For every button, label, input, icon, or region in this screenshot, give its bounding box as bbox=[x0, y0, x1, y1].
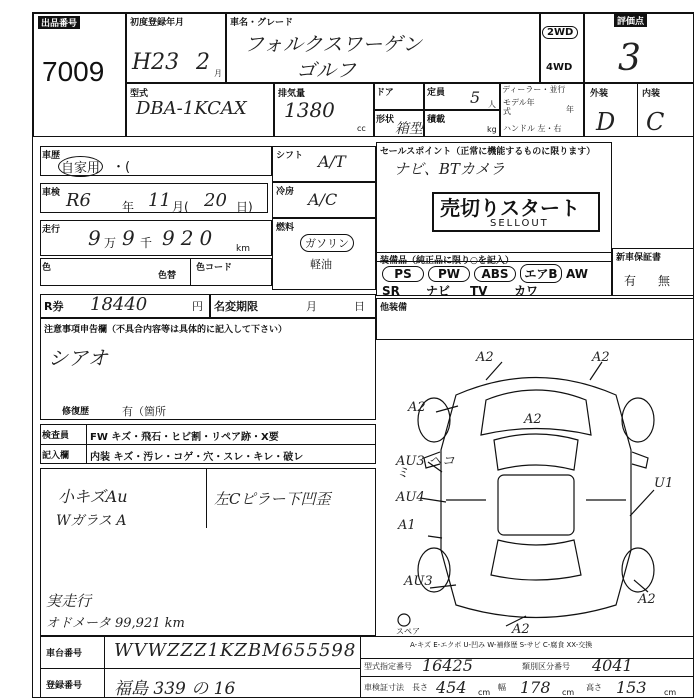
legend-item: ・スレ bbox=[213, 452, 244, 463]
legend-item: ・キレ bbox=[243, 452, 274, 463]
damage-mark: A2 bbox=[524, 412, 542, 427]
sellout-en: SELLOUT bbox=[490, 218, 549, 229]
month-unit: 月 bbox=[214, 69, 222, 78]
wheel-front-right bbox=[622, 398, 654, 442]
equipment-item: PS bbox=[382, 266, 424, 282]
shape-value: 箱型 bbox=[395, 121, 423, 137]
equipment-item: PW bbox=[428, 266, 470, 282]
model-year-label: モデル年式 bbox=[503, 98, 535, 116]
shaken-label: 車検 bbox=[42, 188, 61, 198]
memo-3: 左Cピラー下凹歪 bbox=[214, 490, 331, 508]
kg-unit: kg bbox=[487, 125, 497, 134]
memo-2: Wガラス A bbox=[56, 513, 127, 529]
width-value: 178 bbox=[520, 678, 551, 697]
equipment-item: SR bbox=[382, 284, 400, 298]
displacement-value: 1380 bbox=[284, 98, 335, 122]
capacity-label: 定員 bbox=[427, 88, 446, 98]
year-unit: 年 bbox=[566, 105, 574, 114]
damage-mark: A2 bbox=[592, 350, 610, 365]
legend-item: ・飛石 bbox=[131, 432, 162, 443]
width-unit: cm bbox=[562, 688, 575, 697]
drive-4wd: 4WD bbox=[546, 62, 573, 73]
first-reg-label: 初度登録年月 bbox=[130, 18, 185, 28]
new-car-label: 新車保証書 bbox=[616, 253, 662, 263]
usage-label: 車歴 bbox=[42, 151, 61, 161]
damage-mark: A2 bbox=[512, 622, 530, 637]
length-label: 長さ bbox=[412, 683, 428, 692]
legend-item: ・破レ bbox=[273, 452, 304, 463]
sales-point-label: セールスポイント（正常に機能するものに限ります） bbox=[380, 147, 596, 157]
aircon-value: A/C bbox=[308, 190, 338, 209]
equipment-item: カワ bbox=[514, 284, 539, 298]
first-reg-month: 2 bbox=[196, 50, 210, 75]
wheel-rear-right bbox=[622, 548, 654, 592]
name-change-month: 月 bbox=[306, 300, 317, 313]
equipment-row1 bbox=[382, 264, 610, 283]
car-mirror-right bbox=[632, 452, 648, 468]
exterior-label: 外装 bbox=[590, 89, 609, 99]
height-unit: cm bbox=[664, 688, 677, 697]
handle-label: ハンドル 左・右 bbox=[503, 124, 562, 133]
shaken-year-unit: 年 bbox=[122, 200, 135, 214]
lot-label: 出品番号 bbox=[38, 16, 80, 29]
other-equip-label: 他装備 bbox=[380, 303, 408, 313]
spare-wheel bbox=[398, 614, 410, 626]
score-label: 評価点 bbox=[614, 14, 647, 27]
plate-label: 登録番号 bbox=[46, 681, 83, 691]
legend-item: ・リペア跡 bbox=[201, 432, 251, 443]
diagram-legend: A-キズ E-エクボ U-凹み W-補修歴 S-サビ C-腐食 XX-交換 bbox=[410, 641, 593, 649]
sales-point-value: ナビ、BTカメラ bbox=[394, 160, 505, 178]
damage-mark: A2 bbox=[408, 400, 426, 415]
length-unit: cm bbox=[478, 688, 491, 697]
equipment-label: 装備品（純正品に限り○を記入） bbox=[380, 256, 514, 266]
drive-2wd: 2WD bbox=[542, 26, 578, 39]
equipment-row2 bbox=[382, 282, 558, 299]
km-unit: km bbox=[236, 244, 250, 254]
name-change-label: 名変期限 bbox=[214, 300, 258, 313]
mileage-sen: 9 bbox=[122, 226, 135, 250]
other-equip-box bbox=[376, 298, 694, 340]
name-grade-label: 車名・グレード bbox=[230, 18, 294, 28]
color-change-label: 色替 bbox=[158, 271, 177, 281]
legend-row1-head: FW bbox=[90, 432, 108, 443]
shape-label: 形状 bbox=[376, 115, 395, 125]
damage-mark: A2 bbox=[476, 350, 494, 365]
lot-number: 7009 bbox=[42, 56, 105, 87]
vin-value: WVWZZZ1KZBM655598 bbox=[114, 640, 357, 661]
car-name-line2: ゴルフ bbox=[296, 58, 356, 82]
shaken-day: 20 bbox=[204, 190, 227, 211]
legend-item: ・汚レ bbox=[133, 452, 164, 463]
legend-item: キズ bbox=[111, 432, 132, 443]
shaken-month-unit: 月( bbox=[172, 200, 189, 214]
damage-mark: AU3 bbox=[404, 574, 433, 589]
shift-label: シフト bbox=[276, 151, 304, 161]
usage-paren: ・( bbox=[112, 160, 131, 175]
notes-label: 注意事項申告欄（不具合内容等は具体的に記入して下さい） bbox=[44, 325, 288, 335]
fuel-diesel: 軽油 bbox=[310, 258, 332, 271]
cc-unit: cc bbox=[357, 124, 366, 133]
repair-value: 有（箇所 bbox=[122, 405, 166, 418]
height-value: 153 bbox=[616, 678, 647, 697]
spare-label: スペア bbox=[396, 627, 420, 636]
exterior-value: D bbox=[596, 108, 616, 136]
notes-value: シアオ bbox=[48, 346, 108, 370]
color-code-label: 色コード bbox=[196, 263, 233, 273]
shaken-month: 11 bbox=[148, 190, 171, 211]
legend-item: ・X要 bbox=[250, 432, 279, 443]
length-value: 454 bbox=[436, 678, 467, 697]
load-label: 積載 bbox=[427, 115, 446, 125]
equipment-item: エアB bbox=[520, 264, 562, 283]
size-label: 車検証寸法 bbox=[364, 683, 404, 692]
interior-label: 内装 bbox=[642, 89, 661, 99]
man-unit: 万 bbox=[104, 236, 117, 250]
new-car-yes: 有 bbox=[624, 274, 637, 288]
equipment-item: ナビ bbox=[426, 284, 451, 298]
usage-value: 自家用 bbox=[58, 156, 103, 177]
dealer-label: ディーラー・並行 bbox=[502, 85, 566, 94]
interior-value: C bbox=[646, 108, 665, 136]
sen-unit: 千 bbox=[140, 236, 153, 250]
car-name-line1: フォルクスワーゲン bbox=[244, 32, 422, 56]
equipment-item: TV bbox=[470, 284, 488, 298]
width-label: 幅 bbox=[498, 683, 506, 692]
fuel-label: 燃料 bbox=[276, 223, 295, 233]
score-value: 3 bbox=[618, 38, 641, 79]
legend-row1 bbox=[90, 428, 279, 443]
first-reg-era: H23 bbox=[132, 50, 180, 75]
name-change-day: 日 bbox=[354, 300, 365, 313]
fuel-value: ガソリン bbox=[300, 234, 354, 252]
damage-mark: U1 bbox=[654, 476, 674, 491]
damage-mark: AU3 ヘコミ bbox=[396, 454, 455, 481]
vin-label: 車台番号 bbox=[46, 649, 83, 659]
model-code-value: 16425 bbox=[422, 656, 473, 675]
sellout-jp: 売切りスタート bbox=[440, 196, 580, 220]
shaken-day-unit: 日) bbox=[236, 200, 253, 214]
aircon-label: 冷房 bbox=[276, 187, 295, 197]
recycle-label: R券 bbox=[44, 300, 64, 313]
equipment-item: ABS bbox=[474, 266, 516, 282]
model-value: DBA-1KCAX bbox=[136, 98, 247, 119]
memo-5: オドメータ 99,921 km bbox=[46, 616, 185, 631]
model-code-label: 型式指定番号 bbox=[364, 662, 412, 671]
door-label: ドア bbox=[376, 88, 394, 98]
color-row bbox=[40, 258, 272, 286]
mileage-rest: 920 bbox=[162, 226, 219, 250]
damage-mark: A2 bbox=[638, 592, 656, 607]
category-label: 類別区分番号 bbox=[522, 662, 570, 671]
damage-mark: A1 bbox=[398, 518, 416, 533]
height-label: 高さ bbox=[586, 683, 602, 692]
car-windshield bbox=[494, 434, 578, 470]
legend-row2-items bbox=[113, 452, 303, 463]
memo-1: 小キズAu bbox=[58, 487, 128, 506]
car-roof bbox=[498, 475, 574, 535]
new-car-no: 無 bbox=[658, 274, 671, 288]
category-value: 4041 bbox=[592, 656, 633, 675]
capacity-unit: 人 bbox=[488, 100, 496, 109]
displacement-label: 排気量 bbox=[278, 89, 306, 99]
legend-row1-items bbox=[111, 432, 278, 443]
color-label: 色 bbox=[42, 263, 52, 273]
legend-row2 bbox=[90, 448, 303, 463]
damage-mark: AU4 bbox=[396, 490, 425, 505]
shaken-year: R6 bbox=[66, 190, 92, 211]
model-label: 型式 bbox=[130, 89, 149, 99]
inspector-label: 検査員 bbox=[42, 431, 70, 441]
yen-unit: 円 bbox=[192, 300, 203, 313]
legend-item: ・コゲ bbox=[163, 452, 194, 463]
legend-item: ・ヒビ割 bbox=[161, 432, 202, 443]
capacity-value: 5 bbox=[470, 88, 481, 107]
shift-value: A/T bbox=[318, 152, 346, 171]
memo-4: 実走行 bbox=[46, 592, 92, 610]
equipment-item: AW bbox=[566, 267, 588, 281]
mileage-label: 走行 bbox=[42, 225, 61, 235]
legend-item: ・穴 bbox=[193, 452, 214, 463]
car-rear-window bbox=[491, 540, 581, 580]
recycle-value: 18440 bbox=[90, 294, 148, 315]
legend-item: キズ bbox=[113, 452, 134, 463]
repair-label: 修復歴 bbox=[62, 407, 90, 417]
mileage-man: 9 bbox=[88, 226, 101, 250]
entry-label: 記入欄 bbox=[42, 451, 70, 461]
legend-row2-head: 内装 bbox=[90, 452, 110, 463]
plate-value: 福島 339 の 16 bbox=[114, 679, 236, 699]
